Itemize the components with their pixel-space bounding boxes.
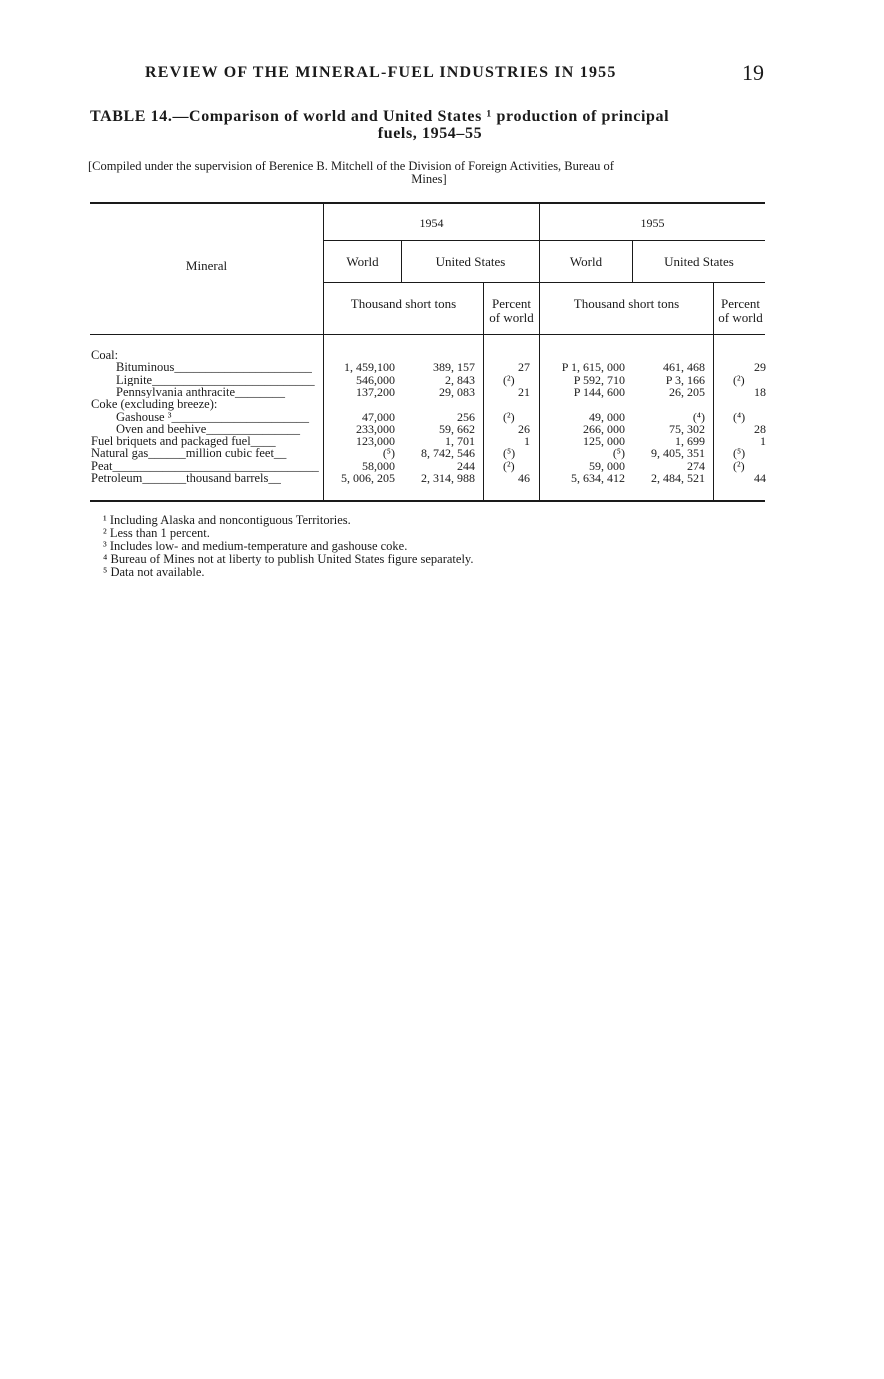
row-label: Lignite__________________________: [116, 373, 315, 387]
table-title-line2: fuels, 1954–55: [377, 125, 483, 142]
table-title: [90, 108, 770, 142]
row-label: Fuel briquets and packaged fuel____: [91, 435, 276, 448]
table-top-rule: [90, 202, 765, 204]
header-year-1954: 1954: [419, 216, 444, 230]
row-label: Oven and beehive_______________: [116, 422, 300, 436]
cell-us55: (⁴): [692, 409, 705, 424]
cell-p54: (²): [503, 458, 515, 473]
cell-p54: 1: [524, 434, 530, 449]
cell-p55: 29: [754, 360, 766, 375]
cell-p54: 46: [518, 471, 530, 485]
footnote-3: ³ Includes low- and medium-temperature and gashouse coke.: [103, 539, 408, 553]
cell-w55: P 1, 615, 000: [561, 360, 625, 375]
subheader-rule: [324, 282, 765, 283]
cell-p54: (²): [503, 409, 515, 424]
header-tons-1955: Thousand short tons: [573, 296, 680, 311]
cell-p55: 1: [760, 434, 766, 449]
cell-us55: 9, 405, 351: [651, 446, 705, 461]
header-us-1954: United States: [435, 254, 506, 269]
cell-p55: (²): [733, 372, 745, 387]
cell-us55: 2, 484, 521: [651, 471, 705, 485]
cell-w54: 47,000: [362, 409, 395, 424]
cell-p55: 18: [754, 384, 766, 399]
cell-p55: 28: [754, 421, 766, 436]
cell-p55: 44: [754, 471, 766, 485]
row-label: Pennsylvania anthracite________: [116, 385, 286, 399]
running-head: REVIEW OF THE MINERAL-FUEL INDUSTRIES IN 1955: [145, 64, 617, 81]
cell-w54: 546,000: [356, 372, 395, 387]
col-divider: [323, 204, 324, 500]
row-label: Gashouse ³______________________: [116, 410, 309, 423]
header-world-1955: World: [569, 254, 603, 269]
cell-w54: 5, 006, 205: [341, 471, 395, 485]
cell-w54: 137,200: [356, 384, 395, 399]
header-percent-1954: [484, 297, 539, 325]
cell-p55: (²): [733, 458, 745, 473]
cell-p54: 26: [518, 421, 530, 436]
cell-p54: (²): [503, 372, 515, 387]
cell-w55: 59, 000: [589, 458, 625, 473]
compiled-note-line2: Mines]: [411, 172, 447, 186]
row-label: Bituminous______________________: [116, 361, 312, 374]
cell-us55: 75, 302: [669, 421, 705, 436]
header-percent-1955: [714, 297, 767, 325]
cell-w54: 58,000: [362, 458, 395, 473]
footnote-5: ⁵ Data not available.: [103, 565, 205, 579]
table-bottom-rule: [90, 500, 765, 502]
header-mineral: Mineral: [185, 258, 228, 273]
header-percent-line1: Percent: [492, 296, 531, 311]
cell-us54: 8, 742, 546: [421, 446, 475, 461]
cell-w54: 123,000: [356, 434, 395, 449]
cell-us54: 389, 157: [433, 360, 475, 375]
header-year-1955: 1955: [640, 216, 665, 230]
cell-us55: 274: [687, 458, 705, 473]
footnote-1: ¹ Including Alaska and noncontiguous Territories.: [103, 513, 351, 527]
page-number: 19: [742, 60, 764, 85]
cell-w54: (⁵): [382, 446, 395, 461]
header-world-1954: World: [346, 254, 379, 269]
row-label: Natural gas______million cubic feet__: [91, 447, 287, 460]
row-label: Coal:: [91, 349, 119, 362]
row-label: Peat_________________________________: [91, 459, 319, 473]
cell-us55: 1, 699: [675, 434, 705, 449]
cell-us55: 461, 468: [663, 360, 705, 375]
cell-w54: 1, 459,100: [344, 360, 395, 375]
cell-us54: 244: [457, 458, 475, 473]
header-percent-line2: of world: [718, 310, 763, 325]
row-label: Coke (excluding breeze):: [91, 398, 218, 411]
cell-p54: 21: [518, 384, 530, 399]
cell-p55: (⁵): [733, 446, 746, 461]
cell-us54: 1, 701: [445, 434, 475, 449]
row-label: Petroleum_______thousand barrels__: [91, 472, 281, 485]
year-rule: [324, 240, 765, 241]
cell-us54: 2, 314, 988: [421, 471, 475, 485]
cell-w55: 266, 000: [583, 421, 625, 436]
footnote-2: ² Less than 1 percent.: [103, 526, 210, 540]
cell-us55: P 3, 166: [665, 372, 705, 387]
table-title-line1: TABLE 14.—Comparison of world and United States ¹ production of principal: [90, 108, 670, 125]
header-bottom-rule: [90, 334, 765, 335]
header-percent-line2: of world: [489, 310, 534, 325]
cell-w55: 49, 000: [589, 409, 625, 424]
cell-us54: 256: [457, 409, 475, 424]
cell-p54: 27: [518, 360, 530, 375]
cell-w55: P 144, 600: [573, 384, 625, 399]
cell-us54: 2, 843: [445, 372, 475, 387]
cell-us54: 29, 083: [439, 384, 475, 399]
cell-w55: P 592, 710: [573, 372, 625, 387]
header-us-1955: United States: [664, 254, 734, 269]
cell-w54: 233,000: [356, 421, 395, 436]
footnote-4: ⁴ Bureau of Mines not at liberty to publish United States figure separately.: [103, 552, 474, 566]
cell-us54: 59, 662: [439, 421, 475, 436]
header-percent-line1: Percent: [721, 296, 760, 311]
cell-w55: 125, 000: [583, 434, 625, 449]
cell-p55: (⁴): [733, 409, 746, 424]
header-tons-1954: Thousand short tons: [350, 296, 457, 311]
cell-us55: 26, 205: [669, 384, 705, 399]
compiled-note-line1: [Compiled under the supervision of Berenice B. Mitchell of the Division of Foreign Activities, Bureau of: [88, 159, 614, 173]
cell-w55: 5, 634, 412: [571, 471, 625, 485]
cell-p54: (⁵): [503, 446, 516, 461]
cell-w55: (⁵): [612, 446, 625, 461]
compiled-note: [88, 160, 770, 186]
